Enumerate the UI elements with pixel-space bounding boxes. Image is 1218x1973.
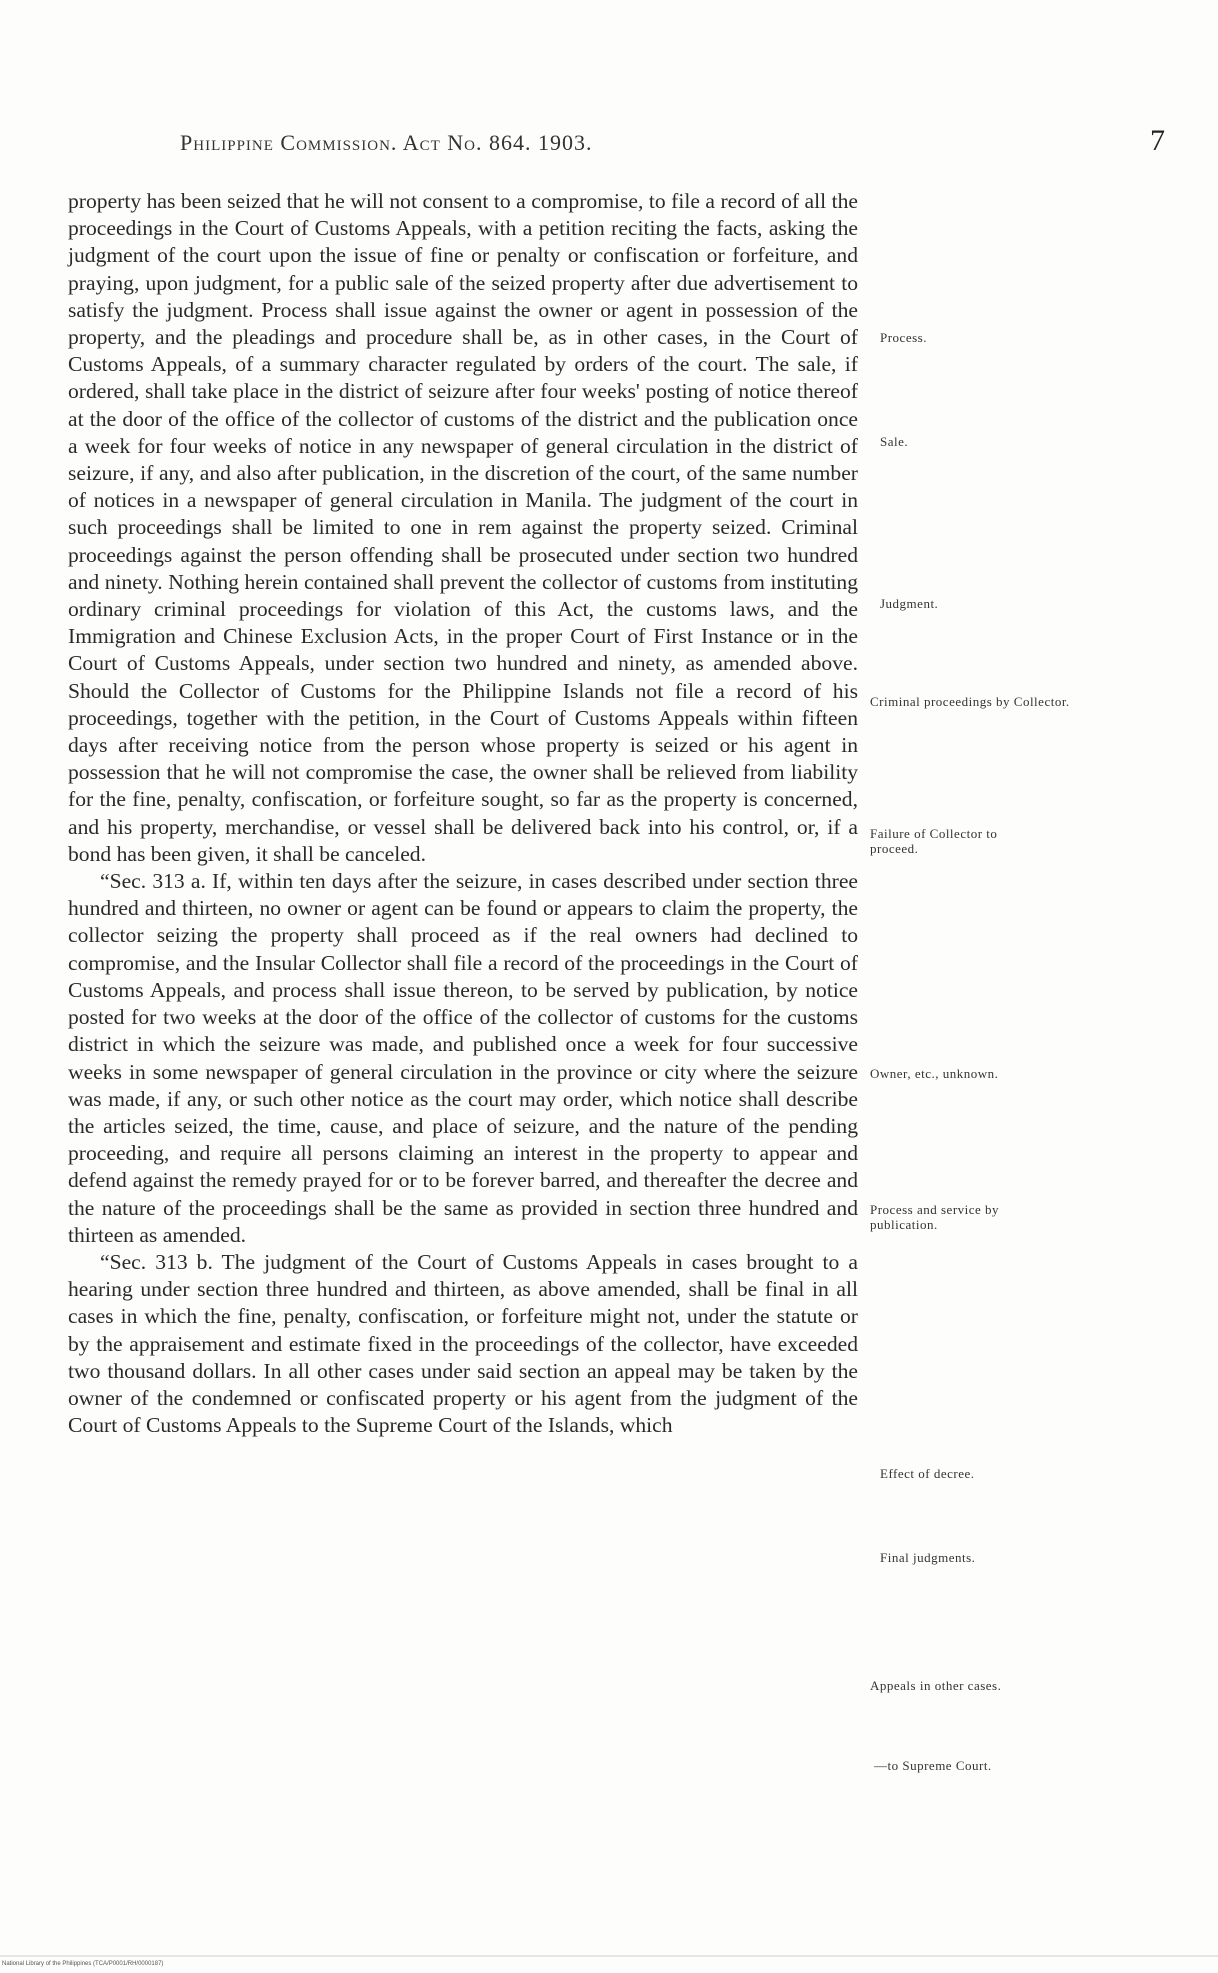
scan-bottom-rule xyxy=(0,1955,1218,1957)
paragraph-sec-313a: “Sec. 313 a. If, within ten days after the seizure, in cases described under section three hundred and thirteen, no owner or agent can be found or appears to claim the property, the collector seizing the property shall proceed as if the real owners had declined to compromise, and the Insular Collector shall file a record of the proceedings in the Court of Customs Appeals, and process shall issue thereon, to be served by publication, by notice posted for two weeks at the door of the office of the collector of customs for the customs district in which the seizure was made, and published once a week for four successive weeks in some newspaper of general circulation in the province or city where the seizure was made, if any, or such other notice as the court may order, which notice shall describe the articles seized, the time, cause, and place of seizure, and the nature of the pending proceeding, and require all persons claiming an interest in the property to appear and defend against the remedy prayed for or to be forever barred, and thereafter the decree and the nature of the proceedings shall be the same as provided in section three hundred and thirteen as amended. xyxy=(68,869,858,1247)
paragraph-sec-313b: “Sec. 313 b. The judgment of the Court of Customs Appeals in cases brought to a hearing under section three hundred and thirteen, as above amended, shall be final in all cases in which the fine, penalty, confiscation, or forfeiture might not, under the statute or by the appraisement and estimate fixed in the proceedings of the collector, have exceeded two thousand dollars. In all other cases under said section an appeal may be taken by the owner of the condemned or confiscated property or his agent from the judgment of the Court of Customs Appeals to the Supreme Court of the Islands, which xyxy=(68,1249,858,1438)
margin-note-judgment: Judgment. xyxy=(880,596,939,611)
margin-note-appeals-other-cases: Appeals in other cases. xyxy=(870,1678,1002,1693)
margin-note-process: Process. xyxy=(880,330,927,345)
running-head: Philippine Commission. Act No. 864. 1903. xyxy=(180,130,593,155)
margin-note-sale: Sale. xyxy=(880,434,909,449)
margin-note-criminal-proceedings: Criminal proceedings by Collector. xyxy=(870,694,1070,709)
margin-note-service-by-publication: Process and service by publication. xyxy=(870,1202,1000,1232)
margin-note-effect-of-decree: Effect of decree. xyxy=(880,1466,975,1481)
margin-note-supreme-court: —to Supreme Court. xyxy=(874,1758,992,1773)
margin-note-final-judgments: Final judgments. xyxy=(880,1550,976,1565)
page-number: 7 xyxy=(1150,124,1165,157)
paragraph-continuation: property has been seized that he will not consent to a compromise, to file a record of all the proceedings in the Court of Customs Appeals, with a petition reciting the facts, asking the judgment of the court upon the issue of fine or penalty or confiscation or forfeiture, and praying, upon judgment, for a public sale of the seized property after due advertisement to satisfy the judgment. Process shall issue against the owner or agent in possession of the property, and the pleadings and procedure shall be, as in other cases, in the Court of Customs Appeals, of a summary character regulated by orders of the court. The sale, if ordered, shall take place in the district of seizure after four weeks' posting of notice thereof at the door of the office of the collector of customs of the district and the publication once a week for four weeks of notice in any newspaper of general circulation in the district of seizure, if any, and also after publication, in the discretion of the court, of the same number of notices in a newspaper of general circulation in Manila. The judgment of the court in such proceedings shall be limited to one in rem against the property seized. Criminal proceedings against the person offending shall be prosecuted under section two hundred and ninety. Nothing herein contained shall prevent the collector of customs from instituting ordinary criminal proceedings for violation of this Act, the customs laws, and the Immigration and Chinese Exclusion Acts, in the proper Court of First Instance or in the Court of Customs Appeals, under section two hundred and ninety, as amended above. Should the Collector of Customs for the Philippine Islands not file a record of his proceedings, together with the petition, in the Court of Customs Appeals within fifteen days after receiving notice from the person whose property is seized or his agent in possession that he will not compromise the case, the owner shall be relieved from liability for the fine, penalty, confiscation, or forfeiture sought, so far as the property is concerned, and his property, merchandise, or vessel shall be delivered back into his control, or, if a bond has been given, it shall be canceled. xyxy=(68,189,858,866)
body-text xyxy=(68,188,858,1439)
margin-note-owner-unknown: Owner, etc., unknown. xyxy=(870,1066,999,1081)
scan-credit: National Library of the Philippines (TCA/P0001/RH/0000187) xyxy=(2,1961,164,1967)
margin-note-failure-to-proceed: Failure of Collector to proceed. xyxy=(870,826,998,856)
